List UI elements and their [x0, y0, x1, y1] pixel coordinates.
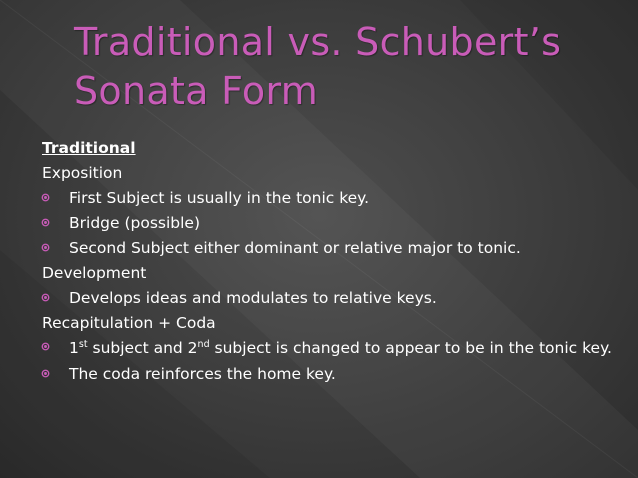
bullet-text: 1st subject and 2nd subject is changed to appear to be in the tonic key.: [69, 339, 612, 357]
bullet-text: First Subject is usually in the tonic key.: [69, 189, 370, 207]
bullet-item: [42, 211, 622, 236]
slide-content: [42, 136, 622, 387]
circle-bullet-icon: [41, 218, 50, 227]
section-label-development: Development: [42, 264, 147, 282]
circle-bullet-icon: [41, 243, 50, 252]
bullet-item: [42, 286, 622, 311]
section-heading-traditional: Traditional: [42, 139, 136, 157]
slide-title: Traditional vs. Schubert’s Sonata Form: [74, 20, 562, 113]
bullet-item: [42, 362, 622, 387]
bullet-text: Bridge (possible): [69, 214, 201, 232]
circle-bullet-icon: [41, 293, 50, 302]
bullet-text: Second Subject either dominant or relative major to tonic.: [69, 239, 521, 257]
section-label-exposition: Exposition: [42, 164, 123, 182]
bullet-item: [42, 236, 622, 261]
bullet-text: The coda reinforces the home key.: [69, 365, 336, 383]
bullet-text: Develops ideas and modulates to relative keys.: [69, 289, 437, 307]
bullet-item: [42, 186, 622, 211]
circle-bullet-icon: [41, 193, 50, 202]
circle-bullet-icon: [41, 342, 50, 351]
circle-bullet-icon: [41, 369, 50, 378]
bullet-item: [42, 336, 622, 362]
section-label-recapitulation: Recapitulation + Coda: [42, 314, 216, 332]
